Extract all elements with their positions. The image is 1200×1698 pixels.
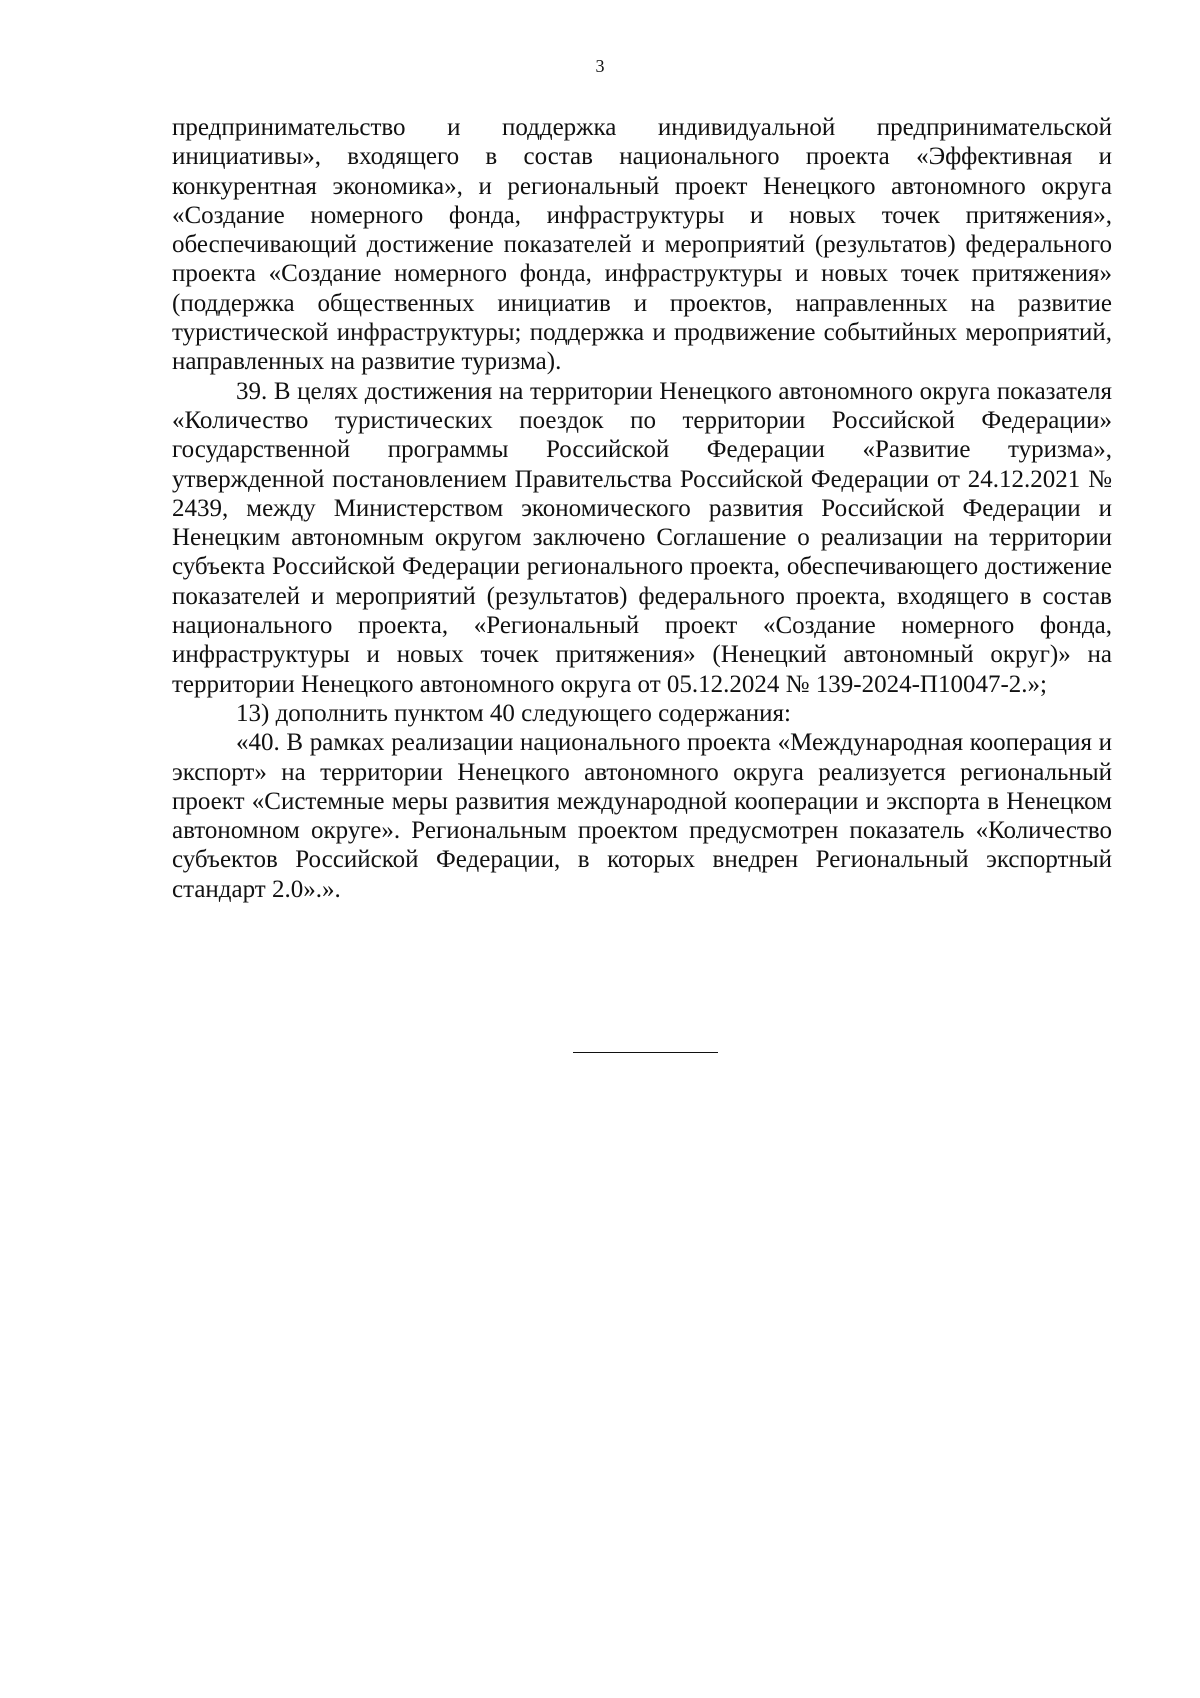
document-body (172, 113, 1112, 904)
paragraph-item-40: «40. В рамках реализации национального проекта «Международная кооперация и экспорт» на территории Ненецкого автономного округа реализуется региональный проект «Системные меры развития международной кооперации и экспорта в Ненецком автономном округе». Региональным проектом предусмотрен показатель «Количество субъектов Российской Федерации, в которых внедрен Региональный экспортный стандарт 2.0».». (172, 729, 1112, 903)
end-of-document-rule (573, 1052, 718, 1053)
paragraph-amendment-13: 13) дополнить пунктом 40 следующего содержания: (236, 699, 791, 727)
page-number: 3 (595, 56, 605, 76)
paragraph-item-39: 39. В целях достижения на территории Ненецкого автономного округа показателя «Количество туристических поездок по территории Российской Федерации» государственной программы Российской Федерации «Развитие туризма», утвержденной постановлением Правительства Российской Федерации от 24.12.2021 № 2439, между Министерством экономического развития Российской Федерации и Ненецким автономным округом заключено Соглашение о реализации на территории субъекта Российской Федерации регионального проекта, обеспечивающего достижение показателей и мероприятий (результатов) федерального проекта, входящего в состав национального проекта, «Региональный проект «Создание номерного фонда, инфраструктуры и новых точек притяжения» (Ненецкий автономный округ)» на территории Ненецкого автономного округа от 05.12.2024 № 139-2024-П10047-2.»; (172, 377, 1112, 698)
paragraph-continuation: предпринимательство и поддержка индивидуальной предпринимательской инициативы», входящего в состав национального проекта «Эффективная и конкурентная экономика», и региональный проект Ненецкого автономного округа «Создание номерного фонда, инфраструктуры и новых точек притяжения», обеспечивающий достижение показателей и мероприятий (результатов) федерального проекта «Создание номерного фонда, инфраструктуры и новых точек притяжения» (поддержка общественных инициатив и проектов, направленных на развитие туристической инфраструктуры; поддержка и продвижение событийных мероприятий, направленных на развитие туризма). (172, 114, 1112, 376)
